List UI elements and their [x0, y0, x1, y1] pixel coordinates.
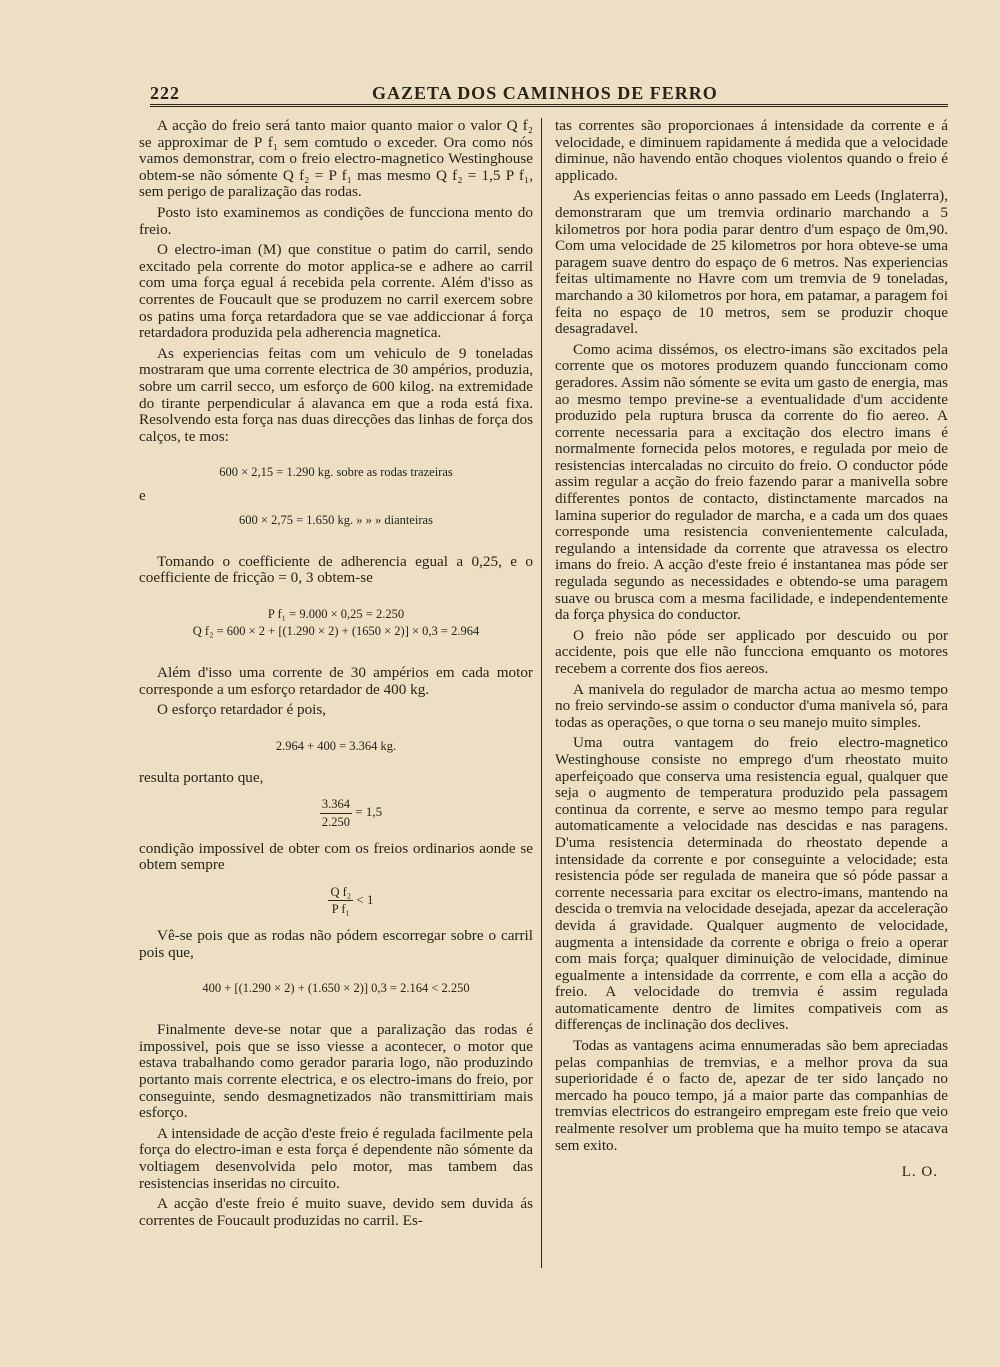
fraction	[328, 884, 353, 918]
paragraph: Como acima dissémos, os electro-imans são excitados pela corrente que os motores produzem quando funccionam como geradores. Assim não sómente se evita um gasto de energia, mas ao mesmo tempo previne-se a eventualidade d'um accidente produzido pela ruptura brusca da corrente do fio aereo. A corrente necessaria para a excitação dos electro imans é normalmente fornecida pelos motores, e regulada por meio de resistencias intercaladas no circuito do freio. O conductor póde assim regular a acção do freio fazendo parar a manivella sobre differentes pontos de contacto, distinctamente marcados na lamina superior do regulador de marcha, e a cada um dos quaes corresponde uma resistencia convenientemente calculada, regulando a intensidade da corrente que atravessa os electro imans do freio. A acção d'este freio é instantanea mas póde ser regulada segundo as necessidades e obtendo-se uma paragem suave ou brusca com a mesma facilidade, e independentemente da força physica do conductor.	[555, 340, 948, 624]
denominator: P f₁	[331, 902, 350, 917]
author-signature: L. O.	[901, 1164, 938, 1181]
formula-total: 2.964 + 400 = 3.364 kg.	[275, 738, 397, 753]
ratio-formula	[169, 796, 533, 830]
numerator: Q f₂	[328, 884, 353, 902]
paragraph: A acção d'este freio é muito suave, devido sem duvida ás correntes de Foucault produzidas no carril. Es-	[139, 1195, 533, 1229]
paragraph: Finalmente deve-se notar que a paralização das rodas é impossivel, pois que se isso viesse a acontecer, o motor que estava trabalhando como gerador pararia logo, não produzindo portanto mais corrente electrica, e os electro-imans do freio, por conseguinte, sendo desmagnetizados não transmittiriam mais esforço.	[139, 1021, 533, 1122]
page-number: 222	[150, 83, 180, 103]
paragraph: Todas as vantagens acima ennumeradas são bem apreciadas pelas companhias de tremvias, e a melhor prova da sua superioridade é o facto de, apezar de ter sido lançado no mercado ha pouco tempo, já a maior parte das companhias de tremvias electricos do estrangeiro empregam este freio que veio realmente resolver um problema que ha muito tempo se atacava sem exito.	[555, 1037, 948, 1154]
paragraph: Além d'isso uma corrente de 30 ampérios em cada motor corresponde a um esforço retardador de 400 kg.	[139, 664, 533, 698]
publication-title: GAZETA DOS CAMINHOS DE FERRO	[372, 83, 718, 103]
fraction-result: < 1	[356, 891, 374, 907]
paragraph: O electro-iman (M) que constitue o patim do carril, sendo excitado pela corrente do motor applica-se e adhere ao carril com uma força egual á recebida pela corrente. Além d'isso as correntes de Foucault que se produzem no carril exercem sobre os patins uma força retardadora que se vae addiccionar á força retardadora produzida pela adherencia magnetica.	[139, 241, 533, 342]
formula-check: 400 + [(1.290 × 2) + (1.650 × 2)] 0,3 = 2.164 < 2.250	[202, 981, 470, 996]
fraction-result: = 1,5	[355, 804, 383, 820]
paragraph: O esforço retardador é pois,	[157, 701, 327, 719]
numerator: 3.364	[320, 796, 352, 814]
formula-rear: 600 × 2,15 = 1.290 kg. sobre as rodas trazeiras	[219, 465, 453, 480]
paragraph: resulta portanto que,	[139, 768, 264, 786]
fraction	[320, 796, 352, 830]
conjunction-e: e	[139, 488, 146, 505]
paragraph: O freio não póde ser applicado por descuido ou por accidente, pois que elle não funcciona emquanto os motores recebem a corrente dos fios aereos.	[555, 626, 948, 677]
paragraph: Posto isto examinemos as condições de funcciona mento do freio.	[139, 203, 533, 238]
inequality-formula	[169, 884, 533, 918]
column-divider	[541, 118, 542, 1268]
left-column	[139, 118, 533, 1233]
formula-front: 600 × 2,75 = 1.650 kg. » » » dianteiras	[239, 512, 433, 527]
paragraph: A manivela do regulador de marcha actua ao mesmo tempo no freio servindo-se assim o conductor d'uma manivela só, para todas as operações, o que torna o seu manejo muito simples.	[555, 680, 948, 731]
paragraph: condição impossivel de obter com os freios ordinarios aonde se obtem sempre	[139, 839, 533, 874]
paragraph: Vê-se pois que as rodas não pódem escorregar sobre o carril pois que,	[139, 927, 533, 961]
formula-pf1: P f₁ = 9.000 × 0,25 = 2.250	[267, 607, 405, 622]
page-header	[150, 80, 945, 106]
paragraph: A acção do freio será tanto maior quanto maior o valor Q f₂ se approximar de P f₁ sem comtudo o exceder. Ora como nós vamos demonstrar, com o freio electro-magnetico Westinghouse obtem-se não sómente Q f₂ = P f₁ mas mesmo Q f₂ = 1,5 P f₁, sem perigo de paralização das rodas.	[139, 117, 533, 201]
paragraph: tas correntes são proporcionaes á intensidade da corrente e á velocidade, e diminuem rapidamente á medida que a velocidade diminue, não havendo então choques violentos quando o freio é applicado.	[555, 117, 948, 184]
denominator: 2.250	[321, 815, 351, 830]
paragraph: A intensidade de acção d'este freio é regulada facilmente pela força do electro-iman e esta força é dependente não sómente da voltiagem desenvolvida pelo motor, mas tambem das resistencias inseridas no circuito.	[139, 1124, 533, 1192]
paragraph: As experiencias feitas com um vehiculo de 9 toneladas mostraram que uma corrente electrica de 30 ampérios, produzia, sobre um carril secco, um esforço de 600 kilog. na extremidade do tirante perpendicular á alavanca em que a roda está fixa. Resolvendo esta força nas duas direcções das linhas de força dos calços, te mos:	[139, 344, 533, 445]
header-rule	[150, 104, 948, 107]
paragraph: Uma outra vantagem do freio electro-magnetico Westinghouse consiste no emprego d'um rheostato muito aperfeiçoado que conserva uma resistencia egual, qualquer que seja o augmento de temperatura produzido pela passagem continua da corrente, e serve ao mesmo tempo para regular automaticamente a velocidade nas descidas e nas paragens. D'uma resistencia determinada do rheostato depende a intensidade da corrente e por conseguinte a velocidade; esta resistencia póde ser regulada de maneira que só póde passar a corrente necessaria para excitar os electro-imans, mantendo na descida o tremvia na velocidade desejada, apezar da acceleração devida á gravidade. Qualquer augmento de velocidade, augmenta a intensidade da corrente e obriga o freio a operar com mais força; qualquer diminuição de velocidade, diminue egualmente a intensidade da corrrente, e com ella a acção do freio. A velocidade do tremvia é assim regulada automaticamente dentro de limites compativeis com as differenças de inclinação dos declives.	[555, 734, 948, 1034]
paragraph: As experiencias feitas o anno passado em Leeds (Inglaterra), demonstraram que um tremvia ordinario marchando a 5 kilometros por hora podia parar dentro d'um espaço de 0m,90. Com uma velocidade de 25 kilometros por hora obteve-se uma paragem suave dentro do espaço de 6 metros. Nas experiencias feitas ultimamente no Havre com um tremvia de 9 toneladas, marchando a 30 kilometros por hora, em patamar, a paragem foi feita no espaço de 10 metros, sem se produzir choque desagradavel.	[555, 187, 948, 338]
formula-qf2: Q f₂ = 600 × 2 + [(1.290 × 2) + (1650 × 2)] × 0,3 = 2.964	[192, 624, 480, 639]
right-column	[555, 118, 948, 1181]
paragraph: Tomando o coefficiente de adherencia egual a 0,25, e o coefficiente de fricção = 0, 3 obtem-se	[139, 552, 533, 587]
